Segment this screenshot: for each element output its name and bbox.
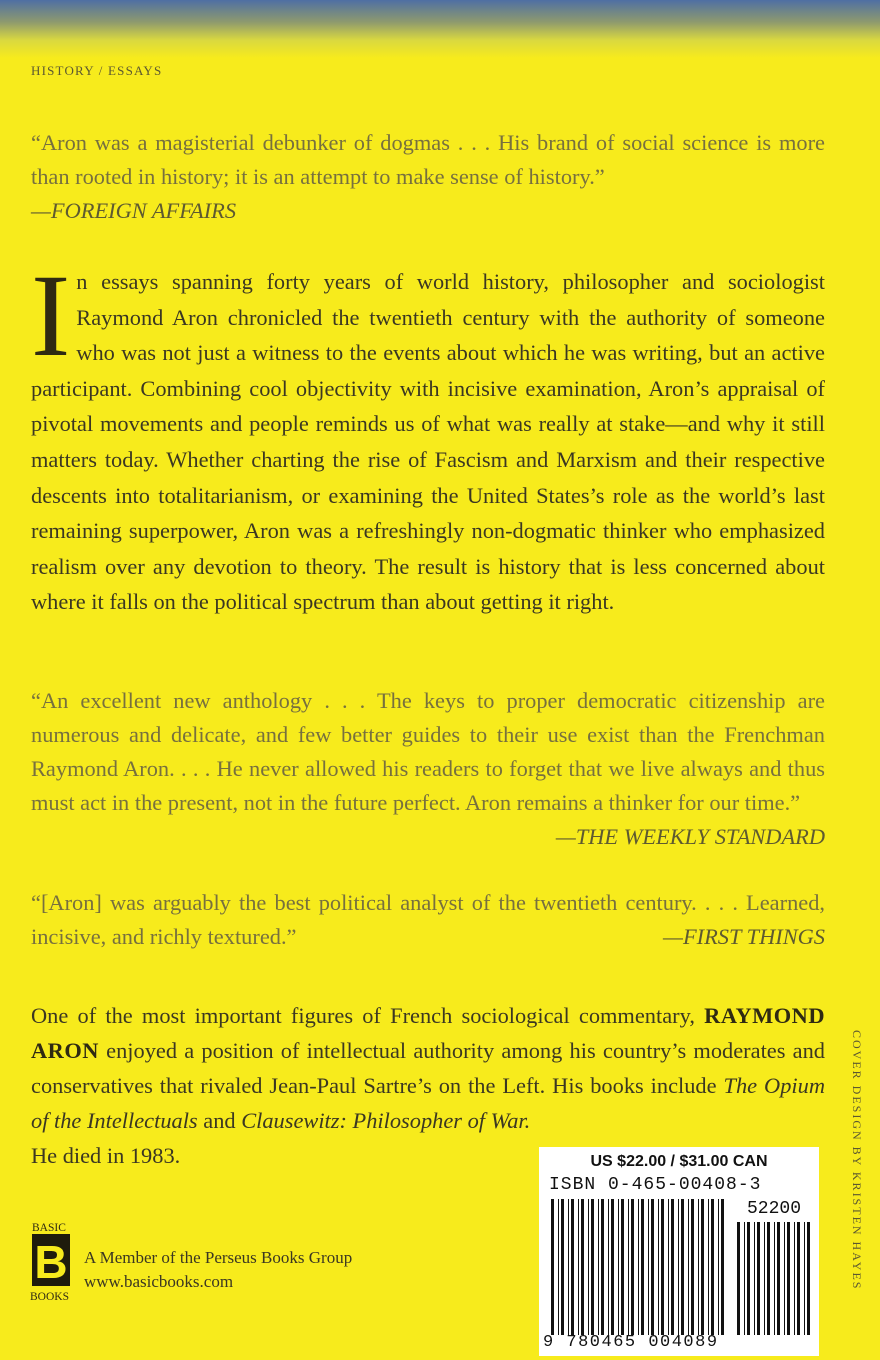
barcode-bar (631, 1199, 634, 1335)
isbn-label: ISBN 0-465-00408-3 (549, 1175, 762, 1195)
barcode-bar (658, 1199, 659, 1335)
barcode-bar (794, 1222, 795, 1335)
barcode-bar (737, 1222, 740, 1335)
attribution-dash: — (555, 824, 576, 849)
barcode-bar (601, 1199, 604, 1335)
barcode-bar (757, 1222, 760, 1335)
attribution-source: FIRST THINGS (682, 924, 825, 949)
publisher-website: www.basicbooks.com (84, 1272, 234, 1291)
quote-attribution (31, 194, 825, 228)
quote-weekly-standard (31, 684, 825, 854)
barcode-bar (621, 1199, 624, 1335)
attribution-dash: — (31, 198, 51, 223)
price-barcode-box (539, 1147, 819, 1356)
barcode-bar (711, 1199, 714, 1335)
barcode-bar (671, 1199, 674, 1335)
attribution-source: FOREIGN AFFAIRS (50, 198, 237, 223)
barcode-bar (578, 1199, 579, 1335)
bio-end: He died in 1983. (31, 1143, 181, 1168)
basic-books-logo (30, 1218, 74, 1304)
quote-text: “[Aron] was arguably the best political analyst of the twentieth century. . . . Learned, incisive, and richly textured.” (31, 890, 825, 949)
book-title-opium: The Opium of the Intellectuals (31, 1073, 826, 1133)
attribution-dash: — (663, 924, 683, 949)
bio-middle: enjoyed a position of intellectual authority among his country’s moderates and conservatives that rivaled Jean-Paul Sartre’s on the Left. His books include (31, 1038, 825, 1098)
barcode-bar (551, 1199, 554, 1335)
barcode-bar (797, 1222, 800, 1335)
description-text: n essays spanning forty years of world history, philosopher and sociologist Raymond Aron chronicled the twentieth century with the authority of someone who was not just a witness to the events about which he was writing, but an active participant. Combining cool objectivity with incisive examination, Aron’s appraisal of pivotal movements and people reminds us of what was really at stake—and why it still matters today. Whether charting the rise of Fascism and Marxism and their respective descents into totalitarianism, or examining the United States’s role as the world’s last remaining superpower, Aron was a refreshingly non-dogmatic thinker who emphasized realism over any devotion to theory. The result is history that is less concerned about where it falls on the political spectrum than about getting it right. (31, 269, 825, 615)
logo-top-text: BASIC (32, 1222, 66, 1234)
barcode-bar (611, 1199, 614, 1335)
barcode-bar (568, 1199, 569, 1335)
barcode-bar (628, 1199, 629, 1335)
bio-intro: One of the most important figures of French sociological commentary, (31, 1003, 695, 1028)
barcode-bar (718, 1199, 719, 1335)
drop-cap: I (31, 250, 71, 381)
quote-foreign-affairs (31, 126, 825, 228)
barcode-bar (698, 1199, 699, 1335)
barcode-bar (804, 1222, 805, 1335)
barcode-bar (777, 1222, 780, 1335)
publisher-info (84, 1246, 352, 1294)
barcode-bar (661, 1199, 664, 1335)
barcode-bar (641, 1199, 644, 1335)
barcode-bar (744, 1222, 745, 1335)
book-title-clausewitz: Clausewitz: Philosopher of War. (241, 1108, 531, 1133)
barcode-bar (651, 1199, 654, 1335)
bio-and: and (203, 1108, 236, 1133)
quote-first-things (31, 886, 825, 954)
price-code: 52200 (746, 1199, 801, 1219)
barcode-bar (678, 1199, 679, 1335)
barcode-bar (598, 1199, 599, 1335)
publisher-member: A Member of the Perseus Books Group (84, 1248, 353, 1267)
barcode-bar (588, 1199, 589, 1335)
cover-design-credit: COVER DESIGN BY KRISTEN HAYES (850, 1030, 864, 1291)
quote-text: “An excellent new anthology . . . The keys to proper democratic citizenship are numerous and delicate, and few better guides to their use exist than the Frenchman Raymond Aron. . . . He never allowed his readers to forget that we live always and thus must act in the present, not in the future perfect. Aron remains a thinker for our time.” (31, 688, 825, 815)
barcode-bar (774, 1222, 775, 1335)
barcode-bar (668, 1199, 669, 1335)
barcode-bar (591, 1199, 594, 1335)
barcode-bar (784, 1222, 785, 1335)
logo-bottom-text: BOOKS (30, 1291, 69, 1303)
author-name: RAYMOND ARON (31, 1003, 825, 1063)
quote-attribution (663, 920, 825, 954)
barcode-bar (618, 1199, 619, 1335)
logo-letter: B (34, 1236, 68, 1288)
barcode-bar (708, 1199, 709, 1335)
barcode-bar (558, 1199, 559, 1335)
ean-barcode (551, 1199, 727, 1335)
barcode-bar (608, 1199, 609, 1335)
barcode-bar (701, 1199, 704, 1335)
addon-barcode (737, 1222, 811, 1335)
barcode-bar (754, 1222, 755, 1335)
barcode-bar (691, 1199, 694, 1335)
barcode-bar (648, 1199, 649, 1335)
barcode-bar (807, 1222, 810, 1335)
barcode-bar (787, 1222, 790, 1335)
attribution-source: THE WEEKLY STANDARD (575, 824, 825, 849)
barcode-bar (561, 1199, 564, 1335)
barcode-bar (721, 1199, 724, 1335)
barcode-bar (638, 1199, 639, 1335)
quote-attribution (556, 820, 825, 854)
description-paragraph (31, 250, 825, 620)
quote-text: “Aron was a magisterial debunker of dogmas . . . His brand of social science is more than rooted in history; it is an attempt to make sense of history.” (31, 130, 825, 189)
barcode-bar (764, 1222, 765, 1335)
ean-number: 9 780465 004089 (543, 1333, 719, 1352)
barcode-bar (571, 1199, 574, 1335)
barcode-bar (688, 1199, 689, 1335)
barcode-bar (681, 1199, 684, 1335)
barcode-bar (767, 1222, 770, 1335)
barcode-bar (747, 1222, 750, 1335)
category-label: HISTORY / ESSAYS (31, 63, 163, 78)
barcode-bar (581, 1199, 584, 1335)
price-label: US $22.00 / $31.00 CAN (590, 1153, 768, 1170)
